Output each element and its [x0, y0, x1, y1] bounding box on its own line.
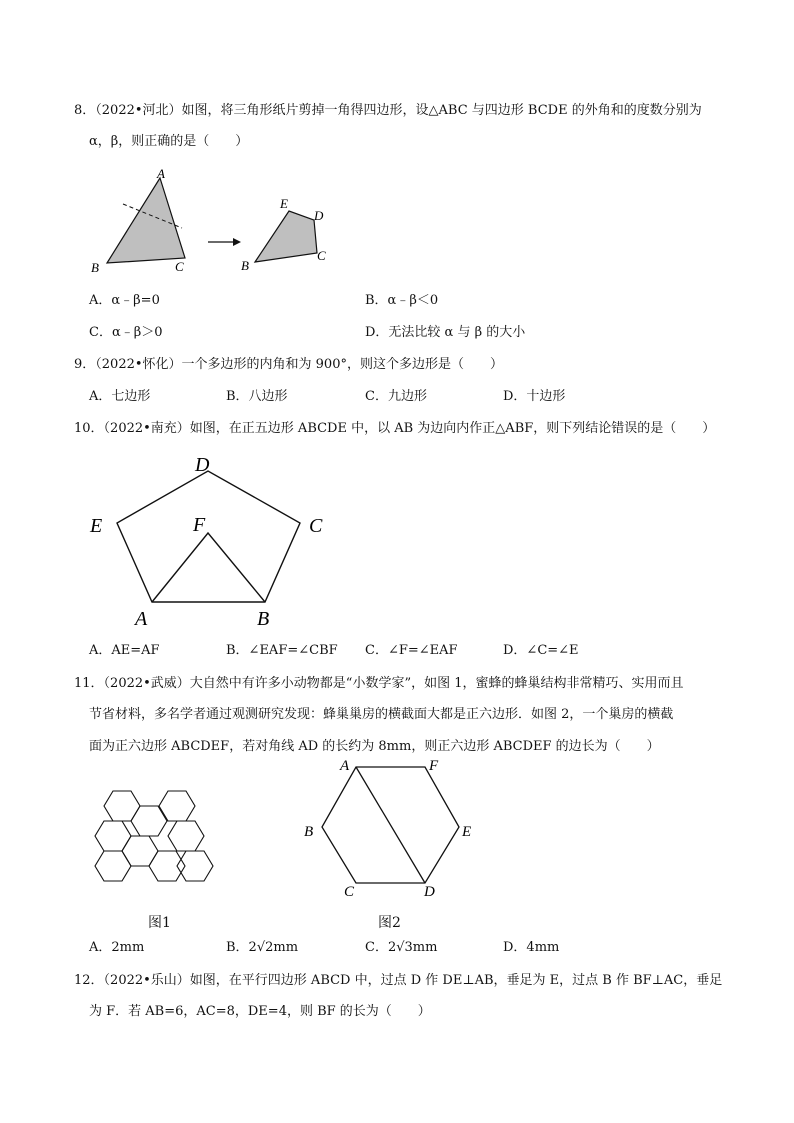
q8-figure [85, 160, 345, 280]
honeycomb-cell [122, 836, 158, 866]
arrow-head-icon [233, 238, 241, 246]
q11-label-b: B [304, 824, 314, 840]
q11-option-b[interactable]: B．2√2mm [226, 940, 299, 955]
q10-option-d[interactable]: D．∠C=∠E [503, 643, 579, 658]
q10-label-a: A [135, 608, 148, 630]
q11-text-line2: 节省材料，多名学者通过观测研究发现：蜂巢巢房的横截面大都是正六边形．如图 2，一个巢房的横截 [89, 707, 674, 722]
q8-text-line1: 8．（2022•河北）如图，将三角形纸片剪掉一角得四边形，设△ABC 与四边形 BCDE 的外角和的度数分别为 [74, 103, 702, 118]
q8-quad-bcde [255, 211, 317, 262]
q8-text-line2: α，β，则正确的是（ ） [89, 134, 249, 149]
honeycomb-cell [104, 791, 140, 821]
honeycomb-cell [95, 821, 131, 851]
q8-label-e: E [280, 196, 288, 211]
q9-text-line1: 9．（2022•怀化）一个多边形的内角和为 900°，则这个多边形是（ ） [74, 357, 503, 372]
q10-option-c[interactable]: C．∠F=∠EAF [365, 643, 458, 658]
q10-label-f: F [193, 514, 206, 536]
q11-label-e: E [462, 824, 472, 840]
q8-triangle-abc [107, 178, 185, 263]
q11-text-line1: 11．（2022•武威）大自然中有许多小动物都是“小数学家”，如图 1，蜜蜂的蜂巢结构非常精巧、实用而且 [74, 676, 684, 691]
q12-text-line1: 12．（2022•乐山）如图，在平行四边形 ABCD 中，过点 D 作 DE⊥AB，垂足为 E，过点 B 作 BF⊥AC，垂足 [74, 973, 723, 988]
q9-option-b[interactable]: B．八边形 [226, 389, 288, 404]
q9-option-c[interactable]: C．九边形 [365, 389, 427, 404]
honeycomb-cell [168, 821, 204, 851]
q11-label-d: D [424, 884, 435, 900]
q10-label-e: E [90, 515, 103, 537]
q11-honeycomb-figure [90, 790, 215, 890]
q8-label-a: A [157, 166, 165, 181]
q8-option-a[interactable]: A．α﹣β=0 [89, 293, 160, 308]
q10-label-d: D [195, 454, 210, 476]
q11-option-d[interactable]: D．4mm [503, 940, 560, 955]
q8-label-c: C [175, 259, 184, 274]
q9-option-d[interactable]: D．十边形 [503, 389, 566, 404]
q11-label-f: F [429, 760, 439, 774]
q8-option-b[interactable]: B．α﹣β＜0 [365, 293, 439, 308]
q11-fig1-caption: 图1 [148, 915, 171, 931]
q10-option-b[interactable]: B．∠EAF=∠CBF [226, 643, 338, 658]
q8-label-d: D [314, 208, 324, 223]
q8-option-c[interactable]: C．α﹣β＞0 [89, 325, 163, 340]
q10-pentagon-abcde [117, 471, 300, 602]
honeycomb-cell [177, 851, 213, 881]
q11-fig2-caption: 图2 [378, 915, 401, 931]
q11-diagonal-ad [356, 767, 425, 883]
q11-option-c[interactable]: C．2√3mm [365, 940, 438, 955]
q8-option-d[interactable]: D．无法比较 α 与 β 的大小 [365, 325, 526, 340]
honeycomb-cell [149, 851, 185, 881]
q12-text-line2: 为 F．若 AB=6，AC=8，DE=4，则 BF 的长为（ ） [89, 1004, 431, 1019]
q11-hexagon-figure [298, 760, 478, 900]
q11-option-a[interactable]: A．2mm [89, 940, 145, 955]
q11-text-line3: 面为正六边形 ABCDEF，若对角线 AD 的长约为 8mm，则正六边形 ABCDEF 的边长为（ ） [89, 739, 660, 754]
q11-label-a: A [340, 760, 350, 774]
q10-option-a[interactable]: A．AE=AF [89, 643, 160, 658]
q10-text-line1: 10．（2022•南充）如图，在正五边形 ABCDE 中，以 AB 为边向内作正△ABF，则下列结论错误的是（ ） [74, 421, 716, 436]
q11-label-c: C [344, 884, 355, 900]
q8-label-c2: C [317, 248, 326, 263]
honeycomb-cell [95, 851, 131, 881]
q10-label-c: C [309, 515, 323, 537]
q9-option-a[interactable]: A．七边形 [89, 389, 151, 404]
q8-label-b2: B [241, 258, 249, 273]
q10-figure [85, 448, 345, 633]
q10-label-b: B [257, 608, 270, 630]
q8-label-b: B [91, 260, 99, 275]
q10-triangle-abf [152, 533, 265, 602]
